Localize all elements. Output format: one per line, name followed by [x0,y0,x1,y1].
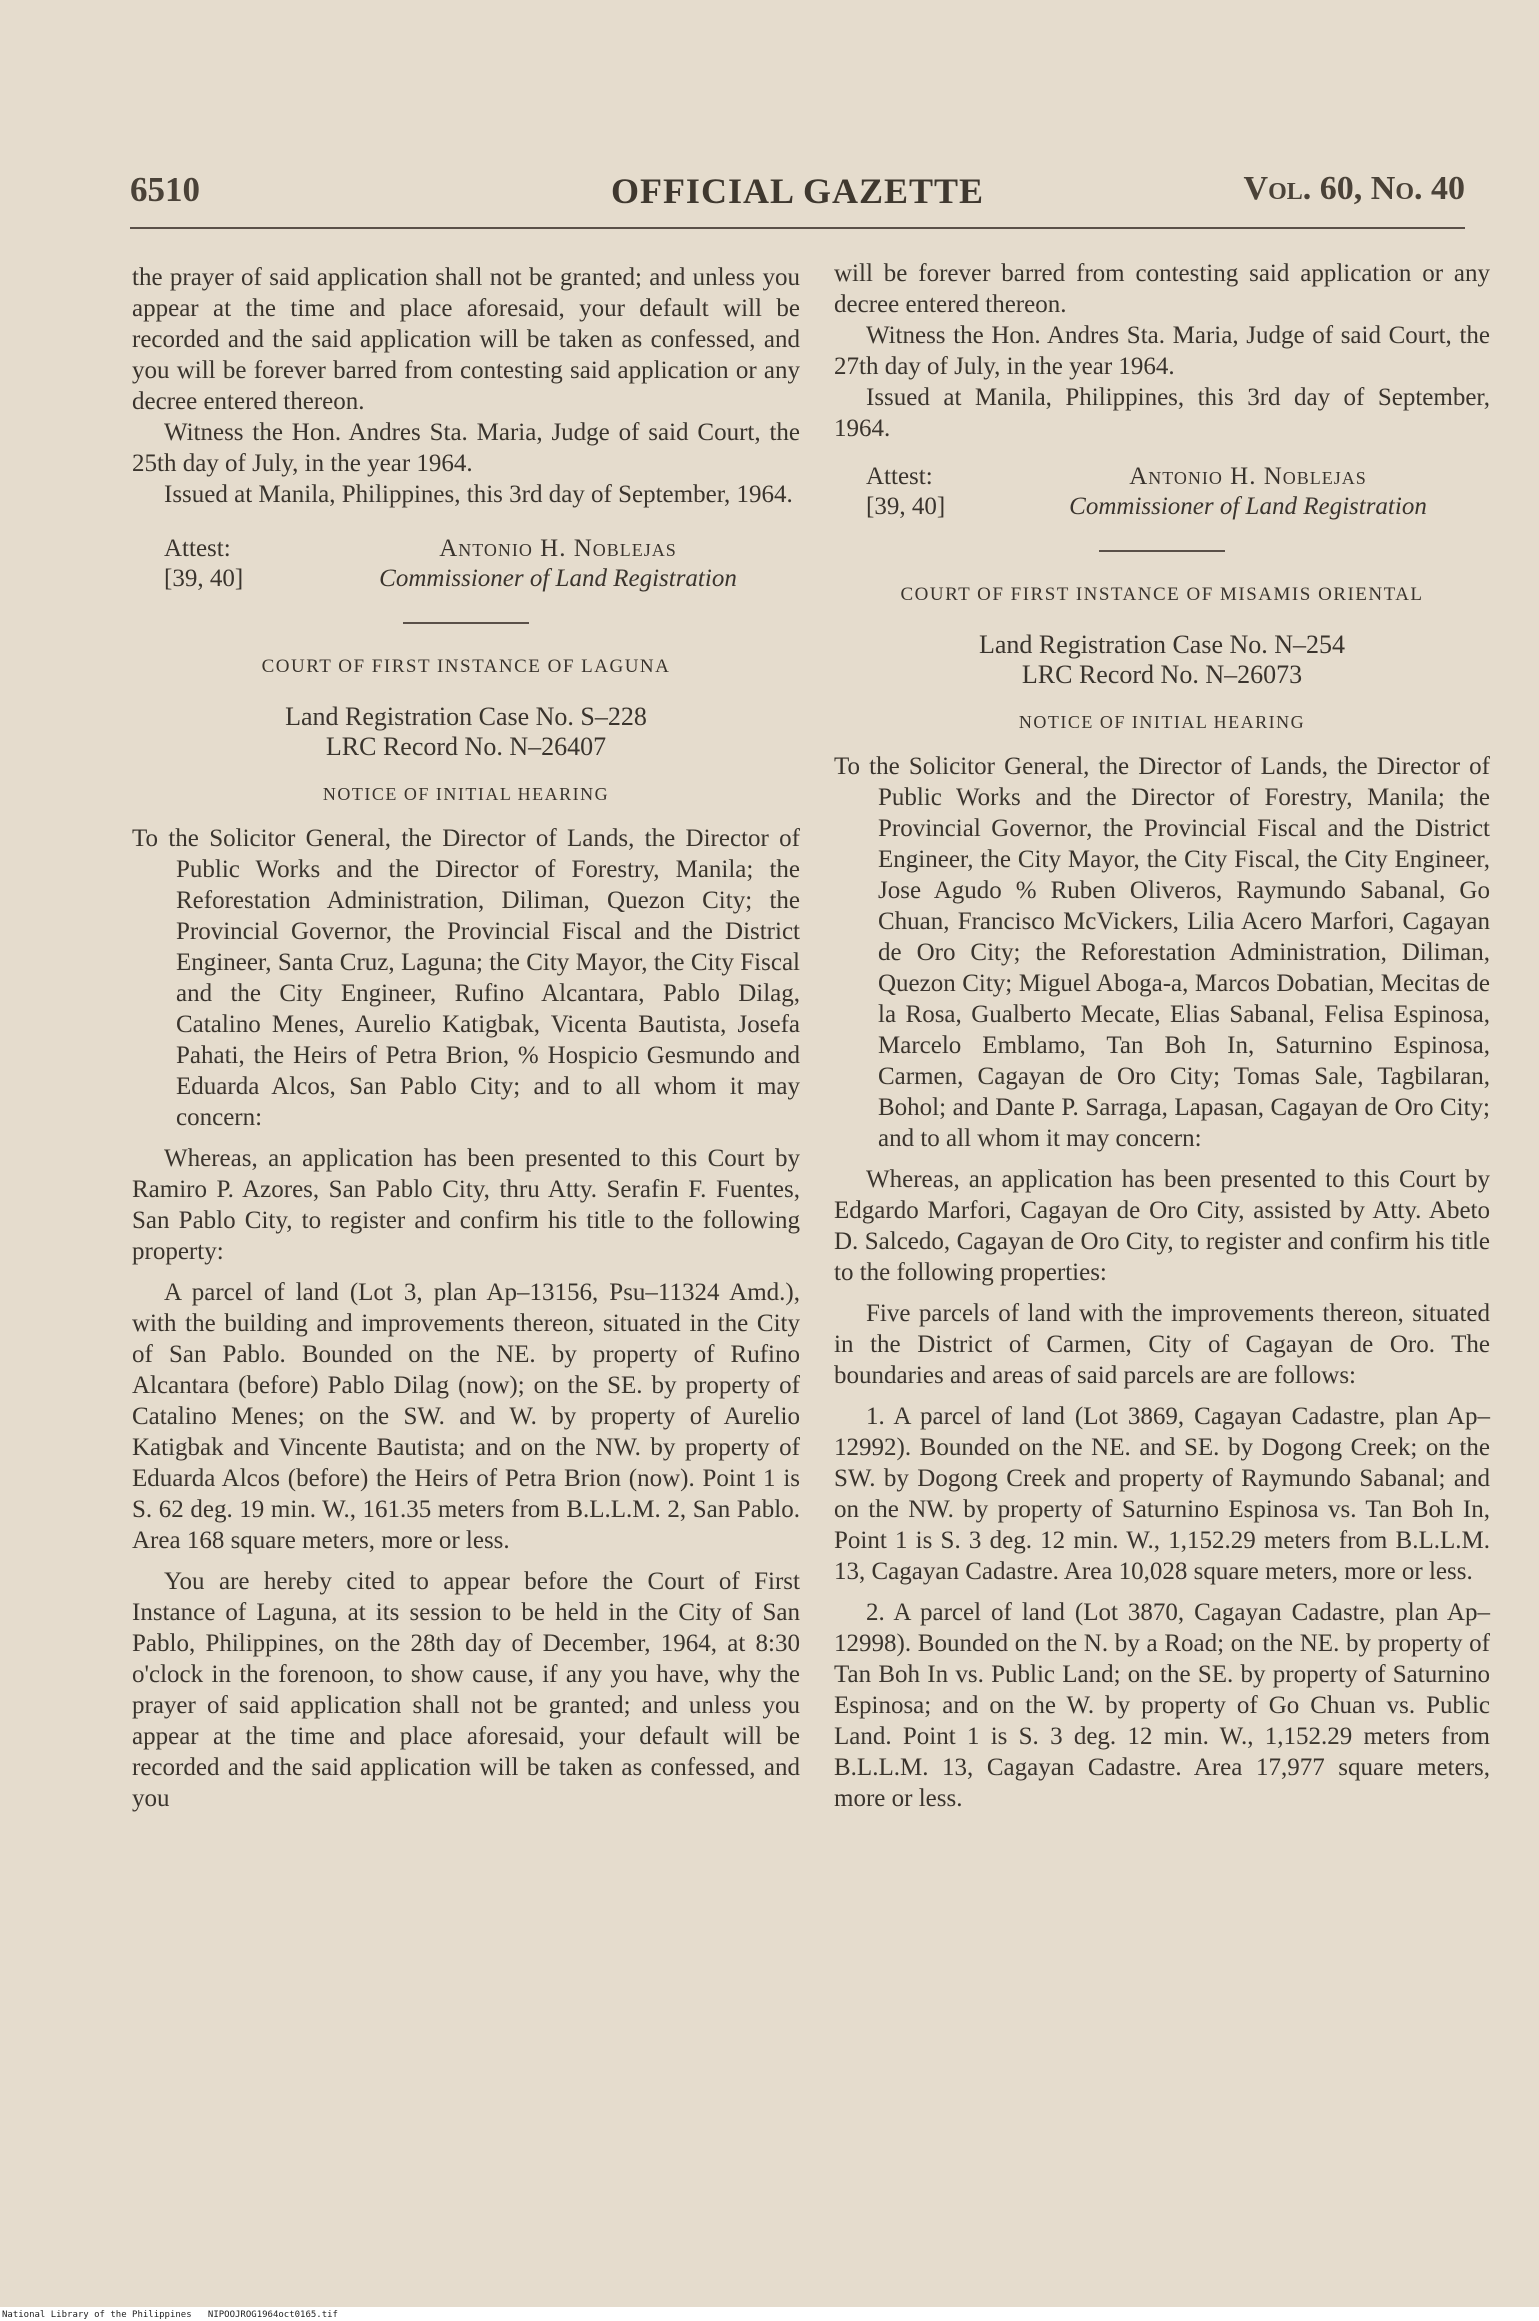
signatory-name: Antonio H. Noblejas [439,535,677,562]
notice-heading: NOTICE OF INITIAL HEARING [1018,712,1306,732]
paragraph: Witness the Hon. Andres Sta. Maria, Judge of said Court, the 27th day of July, in the year 1964. [834,322,1490,380]
header-rule [130,227,1465,229]
right-column [834,258,1490,1814]
address-paragraph: To the Solicitor General, the Director of Lands, the Director of Public Works and the Director of Forestry, Manila; the Provincial Governor, the Provincial Fiscal and the District Engineer, the City Mayor, the City Fiscal, the City Engineer, Jose Agudo % Ruben Oliveros, Raymundo Sabanal, Go Chuan, Francisco McVickers, Lilia Acero Marfori, Cagayan de Oro City; the Reforestation Administration, Diliman, Quezon City; Miguel Aboga-a, Marcos Dobatian, Mecitas de la Rosa, Gualberto Mecate, Elias Sabanal, Felisa Espinosa, Marcelo Emblamo, Tan Boh In, Saturnino Espinosa, Carmen, Cagayan de Oro City; Tomas Sale, Tagbilaran, Bohol; and Dante P. Sarraga, Lapasan, Cagayan de Oro City; and to all whom it may concern: [834,753,1490,1152]
attest-ref: [39, 40] [164,565,244,592]
case-number: Land Registration Case No. S–228 [285,702,647,731]
paragraph: will be forever barred from contesting said application or any decree entered thereon. [834,260,1490,318]
paragraph: Witness the Hon. Andres Sta. Maria, Judge of said Court, the 25th day of July, in the year 1964. [132,419,800,477]
page-number: 6510 [130,170,200,209]
attest-block [164,534,800,594]
record-number: LRC Record No. N–26073 [1021,660,1303,689]
case-block [132,702,800,762]
volume-number: Vol. 60, No. 40 [1243,170,1465,207]
paragraph: Whereas, an application has been presented to this Court by Ramiro P. Azores, San Pablo City, thru Atty. Serafin F. Fuentes, San Pablo City, to register and confirm his title to the following property: [132,1145,800,1265]
paragraph: Issued at Manila, Philippines, this 3rd day of September, 1964. [834,384,1490,442]
record-number: LRC Record No. N–26407 [325,732,607,761]
address-paragraph: To the Solicitor General, the Director of Lands, the Director of Public Works and the Director of Forestry, Manila; the Reforestation Administration, Diliman, Quezon City; the Provincial Governor, the Provincial Fiscal and the District Engineer, Santa Cruz, Laguna; the City Mayor, the City Fiscal and the City Engineer, Rufino Alcantara, Pablo Dilag, Catalino Menes, Aurelio Katigbak, Vicenta Bautista, Josefa Pahati, the Heirs of Petra Brion, % Hospicio Gesmundo and Eduarda Alcos, San Pablo City; and to all whom it may concern: [132,825,800,1131]
signatory-name: Antonio H. Noblejas [1129,463,1367,490]
signatory-title: Commissioner of Land Registration [1069,493,1427,520]
section-divider [403,622,529,624]
scan-footer [0,2307,1539,2321]
court-heading: COURT OF FIRST INSTANCE OF LAGUNA [261,656,671,677]
attest-label: Attest: [164,535,231,562]
paragraph: Whereas, an application has been presented to this Court by Edgardo Marfori, Cagayan de Oro City, assisted by Atty. Abeto D. Salcedo, Cagayan de Oro City, to register and confirm his title to the following properties: [834,1166,1490,1286]
paragraph: 1. A parcel of land (Lot 3869, Cagayan Cadastre, plan Ap–12992). Bounded on the NE. and SE. by Dogong Creek; on the SW. by Dogong Creek and property of Raymundo Sabanal; and on the NW. by property of Saturnino Espinosa vs. Tan Boh In, Point 1 is S. 3 deg. 12 min. W., 1,152.29 meters from B.L.L.M. 13, Cagayan Cadastre. Area 10,028 square meters, more or less. [834,1403,1490,1585]
publication-title: OFFICIAL GAZETTE [610,171,985,211]
left-column [132,262,800,1814]
paragraph: Five parcels of land with the improvements thereon, situated in the District of Carmen, City of Cagayan de Oro. The boundaries and areas of said parcels are are follows: [834,1300,1490,1389]
case-number: Land Registration Case No. N–254 [978,630,1346,659]
page-header [130,170,1465,218]
attest-block [866,462,1490,522]
paragraph: You are hereby cited to appear before the Court of First Instance of Laguna, at its session to be held in the City of San Pablo, Philippines, on the 28th day of December, 1964, at 8:30 o'clock in the forenoon, to show cause, if any you have, why the prayer of said application shall not be granted; and unless you appear at the time and place aforesaid, your default will be recorded and the said application will be taken as confessed, and you [132,1568,800,1812]
court-heading: COURT OF FIRST INSTANCE OF MISAMIS ORIENTAL [900,584,1424,605]
attest-ref: [39, 40] [866,493,946,520]
paragraph: A parcel of land (Lot 3, plan Ap–13156, Psu–11324 Amd.), with the building and improvements thereon, situated in the City of San Pablo. Bounded on the NE. by property of Rufino Alcantara (before) Pablo Dilag (now); on the SE. by property of Catalino Menes; on the SW. and W. by property of Aurelio Katigbak and Vincente Bautista; and on the NW. by property of Eduarda Alcos (before) the Heirs of Petra Brion (now). Point 1 is S. 62 deg. 19 min. W., 161.35 meters from B.L.L.M. 2, San Pablo. Area 168 square meters, more or less. [132,1279,800,1554]
case-block [834,630,1490,690]
paragraph: 2. A parcel of land (Lot 3870, Cagayan Cadastre, plan Ap–12998). Bounded on the N. by a Road; on the NE. by property of Tan Boh In vs. Public Land; on the SE. by property of Saturnino Espinosa; and on the W. by property of Go Chuan vs. Public Land. Point 1 is S. 3 deg. 12 min. W., 1,152.29 meters from B.L.L.M. 13, Cagayan Cadastre. Area 17,977 square meters, more or less. [834,1599,1490,1812]
paragraph: Issued at Manila, Philippines, this 3rd day of September, 1964. [164,481,793,508]
section-divider [1099,550,1225,552]
scan-footer-text [2,2310,338,2320]
notice-heading: NOTICE OF INITIAL HEARING [322,784,610,804]
footer-file: NIPOOJROG1964oct0165.tif [207,2310,338,2320]
attest-label: Attest: [866,463,933,490]
paragraph: the prayer of said application shall not be granted; and unless you appear at the time and place aforesaid, your default will be recorded and the said application will be taken as confessed, and you will be forever barred from contesting said application or any decree entered thereon. [132,264,800,415]
signatory-title: Commissioner of Land Registration [379,565,737,592]
footer-library: National Library of the Philippines [2,2310,192,2320]
